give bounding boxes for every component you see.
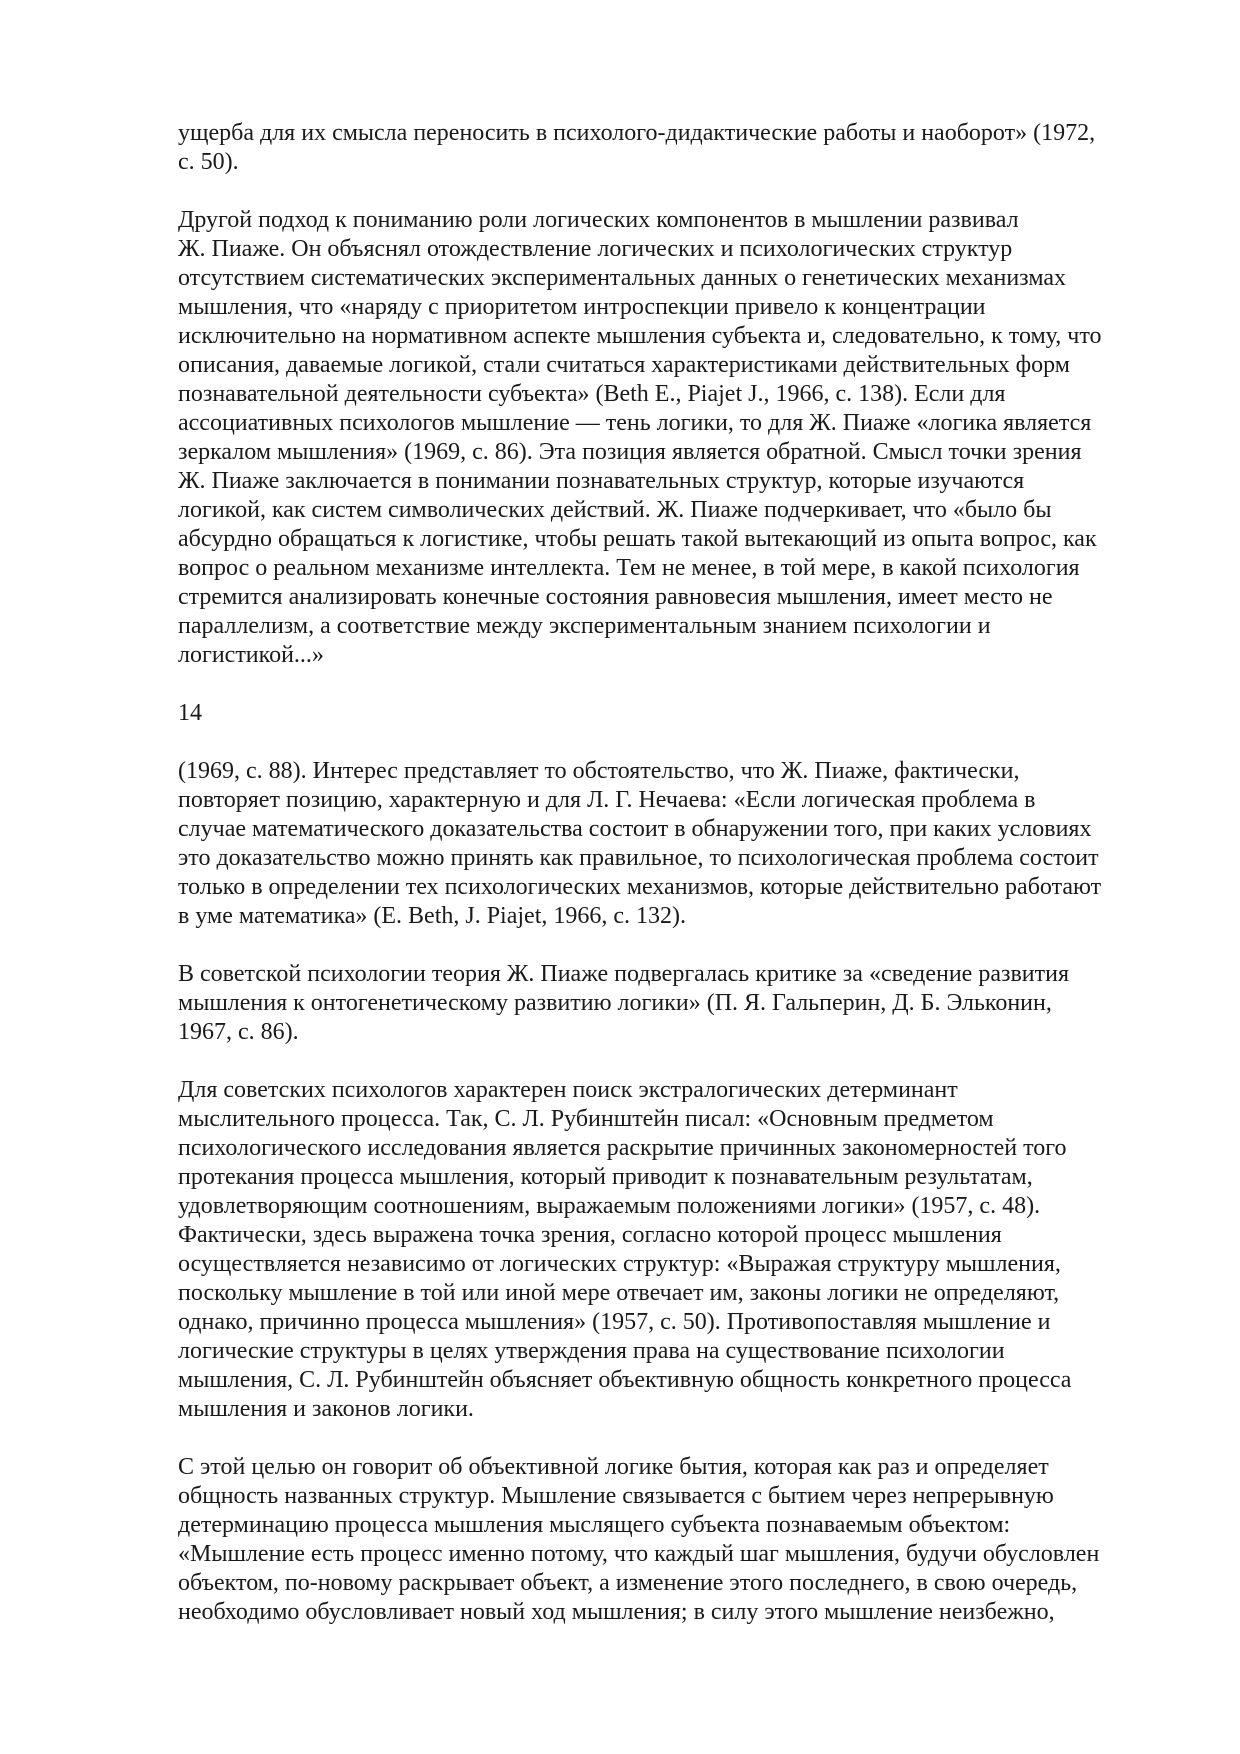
paragraph (178, 1076, 1168, 1424)
text-line: общность названных структур. Мышление связывается с бытием через непрерывную (178, 1483, 1054, 1509)
text-line: удовлетворяющим соотношениям, выражаемым положениями логики» (1957, с. 48). (178, 1193, 1041, 1219)
text-line: поскольку мышление в той или иной мере отвечает им, законы логики не определяют, (178, 1280, 1060, 1306)
text-line: необходимо обусловливает новый ход мышления; в силу этого мышление неизбежно, (178, 1599, 1055, 1625)
text-line: В советской психологии теория Ж. Пиаже подвергалась критике за «сведение развития (178, 961, 1069, 987)
text-line: осуществляется независимо от логических структур: «Выражая структуру мышления, (178, 1251, 1061, 1277)
text-line: Ж. Пиаже. Он объяснял отождествление логических и психологических структур (178, 236, 1013, 262)
text-line: в уме математика» (E. Beth, J. Piajet, 1966, с. 132). (178, 903, 687, 929)
text-line: случае математического доказательства состоит в обнаружении того, при каких условиях (178, 816, 1092, 842)
paragraph (178, 119, 1168, 177)
text-line: познавательной деятельности субъекта» (Beth E., Piajet J., 1966, с. 138). Если для (178, 381, 1006, 407)
text-line: мышления, С. Л. Рубинштейн объясняет объективную общность конкретного процесса (178, 1367, 1072, 1393)
text-line: С этой целью он говорит об объективной логике бытия, которая как раз и определяет (178, 1454, 1049, 1480)
text-line: повторяет позицию, характерную и для Л. Г. Нечаева: «Если логическая проблема в (178, 787, 1036, 813)
text-line: зеркалом мышления» (1969, с. 86). Эта позиция является обратной. Смысл точки зрения (178, 439, 1082, 465)
text-line: «Мышление есть процесс именно потому, что каждый шаг мышления, будучи обусловлен (178, 1541, 1100, 1567)
paragraph (178, 960, 1168, 1047)
text-line: однако, причинно процесса мышления» (1957, с. 50). Противопоставляя мышление и (178, 1309, 1051, 1335)
text-line: объектом, по-новому раскрывает объект, а изменение этого последнего, в свою очередь, (178, 1570, 1078, 1596)
text-line: Другой подход к пониманию роли логических компонентов в мышлении развивал (178, 207, 1019, 233)
text-line: детерминацию процесса мышления мыслящего субъекта познаваемым объектом: (178, 1512, 1011, 1538)
text-line: протекания процесса мышления, который приводит к познавательным результатам, (178, 1164, 1033, 1190)
text-line: мыслительного процесса. Так, С. Л. Рубинштейн писал: «Основным предметом (178, 1106, 994, 1132)
text-line: ущерба для их смысла переносить в психолого-дидактические работы и наоборот» (1972, (178, 120, 1096, 146)
text-line: мышления к онтогенетическому развитию логики» (П. Я. Гальперин, Д. Б. Эльконин, (178, 990, 1052, 1016)
text-line: логистикой...» (178, 642, 324, 668)
paragraph (178, 1453, 1168, 1627)
page-number (178, 699, 1168, 728)
text-line: абсурдно обращаться к логистике, чтобы решать такой вытекающий из опыта вопрос, как (178, 526, 1097, 552)
text-line: логикой, как систем символических действий. Ж. Пиаже подчеркивает, что «было бы (178, 497, 1052, 523)
text-line: Ж. Пиаже заключается в понимании познавательных структур, которые изучаются (178, 468, 1025, 494)
text-line: стремится анализировать конечные состояния равновесия мышления, имеет место не (178, 584, 1053, 610)
text-line: отсутствием систематических экспериментальных данных о генетических механизмах (178, 265, 1066, 291)
text-line: вопрос о реальном механизме интеллекта. Тем не менее, в той мере, в какой психология (178, 555, 1080, 581)
text-line: Фактически, здесь выражена точка зрения, согласно которой процесс мышления (178, 1222, 1002, 1248)
text-line: (1969, с. 88). Интерес представляет то обстоятельство, что Ж. Пиаже, фактически, (178, 758, 1020, 784)
text-line: только в определении тех психологических механизмов, которые действительно работают (178, 874, 1102, 900)
text-line: логические структуры в целях утверждения права на существование психологии (178, 1338, 1005, 1364)
text-line: 1967, с. 86). (178, 1019, 299, 1045)
text-line: с. 50). (178, 149, 239, 175)
text-line: описания, даваемые логикой, стали считаться характеристиками действительных форм (178, 352, 1070, 378)
text-line: исключительно на нормативном аспекте мышления субъекта и, следовательно, к тому, что (178, 323, 1102, 349)
body-text (178, 119, 1168, 1656)
paragraph (178, 757, 1168, 931)
text-line: Для советских психологов характерен поиск экстралогических детерминант (178, 1077, 958, 1103)
text-line: ассоциативных психологов мышление — тень логики, то для Ж. Пиаже «логика является (178, 410, 1092, 436)
page-number-text: 14 (178, 700, 202, 726)
text-line: это доказательство можно принять как правильное, то психологическая проблема состоит (178, 845, 1099, 871)
text-line: мышления и законов логики. (178, 1396, 474, 1422)
text-line: мышления, что «наряду с приоритетом интроспекции привело к концентрации (178, 294, 986, 320)
text-line: параллелизм, а соответствие между экспериментальным знанием психологии и (178, 613, 991, 639)
text-line: психологического исследования является раскрытие причинных закономерностей того (178, 1135, 1067, 1161)
paragraph (178, 206, 1168, 670)
